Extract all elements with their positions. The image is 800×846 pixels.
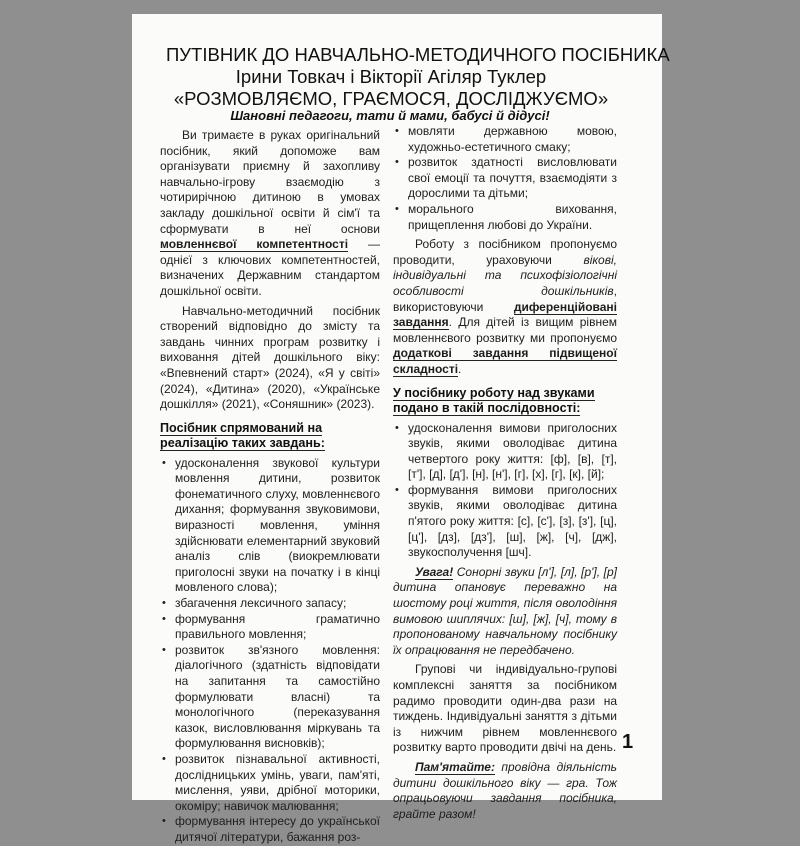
schedule-paragraph: Групові чи індивідуально-групові комплексні заняття за посібником радимо проводити один-два рази на тиждень. Індивідуальні заняття з дітьми із нижчим рівнем мовленнєвого розвитку варто проводити двічі на день. [393, 662, 617, 755]
heading-line-2: Ірини Товкач і Вікторії Агіляр Туклер [235, 66, 547, 87]
right-column [393, 124, 617, 822]
page-number: 1 [622, 731, 634, 753]
document-heading [166, 44, 670, 110]
list-item: • мовляти державною мовою, художньо-естетичного смаку; [393, 124, 617, 155]
tasks-subheading: Посібник спрямований на реалізацію таких завдань: [160, 420, 325, 451]
list-item: • формування вимови приголосних звуків, якими оволодіває дитина п'ятого року життя: [с], [с'], [з], [з'], [ц], [ц'], [дз], [дз'], [ш], [ж], [ч], [дж], звукосполучення [шч]. [393, 483, 617, 561]
attention-note: Увага! Сонорні звуки [л'], [л], [р'], [р] дитина опановує переважно на шостому році життя, після оволодіння вимовою шиплячих: [ш], [ж], [ч], тому в пропонованому навчальному посібнику їх опрацювання не передбачено. [393, 564, 617, 657]
list-item: • збагачення лексичного запасу; [160, 596, 380, 612]
list-item: • формування граматично правильного мовлення; [160, 612, 380, 643]
list-item: • розвиток зв'язного мовлення: діалогічного (здатність відповідати на запитання та самостійно формулювати власні) та монологічного (переказування казок, висловлювання міркувань та формулювання висновків); [160, 643, 380, 752]
tasks-list [160, 456, 380, 846]
heading-line-1: ПУТІВНИК ДО НАВЧАЛЬНО-МЕТОДИЧНОГО ПОСІБНИКА [166, 44, 670, 65]
list-item: • розвиток пізнавальної активності, дослідницьких умінь, уваги, пам'яті, мислення, уяви, дрібної моторики, окоміру; навичок малювання; [160, 752, 380, 814]
programs-paragraph: Навчально-методичний посібник створений відповідно до змісту та завдань чинних програм розвитку і виховання дітей дошкільного віку: «Впевнений старт» (2024), «Я у світі» (2024), «Дитина» (2020), «Українське дошкілля» (2021), «Соняшник» (2023). [160, 303, 380, 412]
greeting: Шановні педагоги, тати й мами, бабусі й дідусі! [230, 108, 550, 123]
list-item: • удосконалення звукової культури мовлення дитини, розвиток фонематичного слуху, мовленнєвого дихання; формування звуковимови, виразності мовлення, уміння здійснювати елементарний звуковий аналіз слів (виокремлювати приголосні звуки на початку і в кінці мовленого слова); [160, 456, 380, 596]
remember-note: Пам'ятайте: провідна діяльність дитини дошкільного віку — гра. Тож опрацьовуючи завдання посібника, грайте разом! [393, 759, 617, 821]
list-item: • формування інтересу до української дитячої літератури, бажання роз- [160, 814, 380, 845]
intro-paragraph: Ви тримаєте в руках оригінальний посібник, який допоможе вам організувати приємну й захопливу навчально-ігрову взаємодію з чотирирічною дитиною в умовах закладу дошкільної освіти й сім'ї та сформувати в неї основи мовленнєвої компетентності — однієї з ключових компетентностей, визначених Державним стандартом дошкільної освіти. [160, 128, 380, 298]
list-item: • морального виховання, прищеплення любові до України. [393, 202, 617, 233]
list-item: • розвиток здатності висловлювати свої емоції та почуття, взаємодіяти з дорослими та дітьми; [393, 155, 617, 202]
tasks-list-continued [393, 124, 617, 233]
heading-line-3: «РОЗМОВЛЯЄМО, ГРАЄМОСЯ, ДОСЛІДЖУЄМО» [173, 88, 609, 109]
approach-paragraph: Роботу з посібником пропонуємо проводити, ураховуючи вікові, індивідуальні та психофізіологічні особливості дошкільників, використовуючи диференційовані завдання. Для дітей із вищим рівнем мовленнєвого розвитку ми пропонуємо додаткові завдання підвищеної складності. [393, 237, 617, 376]
sounds-list [393, 421, 617, 561]
left-column [160, 128, 380, 846]
highlight-competence: мовленнєвої компетентності [160, 237, 349, 252]
sounds-subheading: У посібнику роботу над звуками подано в такій послідовності: [393, 385, 595, 415]
list-item: • удосконалення вимови приголосних звуків, якими оволодіває дитина четвертого року життя: [ф], [в], [т], [т'], [д], [д'], [н], [н'], [г], [х], [г], [к], [й]; [393, 421, 617, 483]
